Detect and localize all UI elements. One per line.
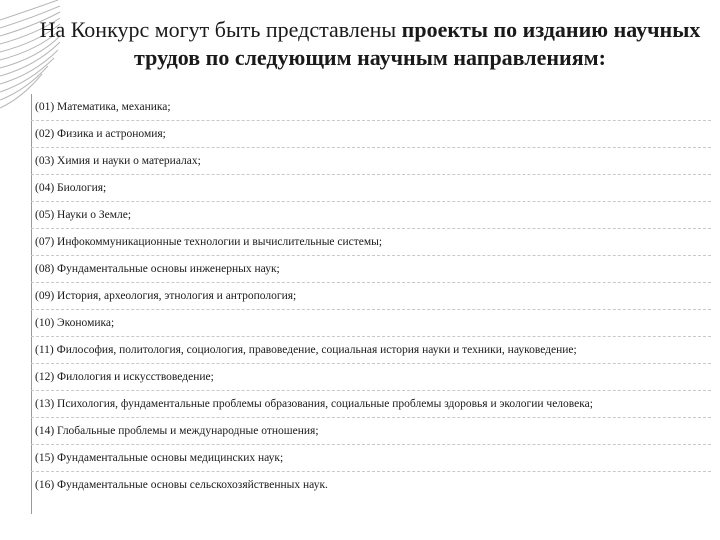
list-item: (03) Химия и науки о материалах;	[31, 148, 711, 175]
title-regular-part: На Конкурс могут быть представлены	[39, 17, 402, 42]
list-item: (01) Математика, механика;	[31, 94, 711, 121]
list-item: (16) Фундаментальные основы сельскохозяйственных наук.	[35, 479, 328, 491]
list-item: (08) Фундаментальные основы инженерных наук;	[31, 256, 711, 283]
list-item: (10) Экономика;	[31, 310, 711, 337]
list-item: (12) Филология и искусствоведение;	[31, 364, 711, 391]
list-item: (07) Инфокоммуникационные технологии и вычислительные системы;	[31, 229, 711, 256]
list-item: (11) Философия, политология, социология, правоведение, социальная история науки и техники, науковедение;	[31, 337, 711, 364]
page-title	[30, 16, 710, 72]
list-item: (02) Физика и астрономия;	[31, 121, 711, 148]
list-item: (14) Глобальные проблемы и международные отношения;	[31, 418, 711, 445]
directions-list	[31, 94, 711, 499]
list-item: (13) Психология, фундаментальные проблемы образования, социальные проблемы здоровья и экологии человека;	[31, 391, 711, 418]
title-bold-part: проекты по изданию научных трудов по следующим научным направлениям:	[134, 17, 701, 70]
list-item: (04) Биология;	[31, 175, 711, 202]
list-item: (15) Фундаментальные основы медицинских наук;	[31, 445, 711, 472]
list-item: (09) История, археология, этнология и антропология;	[31, 283, 711, 310]
list-item: (05) Науки о Земле;	[31, 202, 711, 229]
